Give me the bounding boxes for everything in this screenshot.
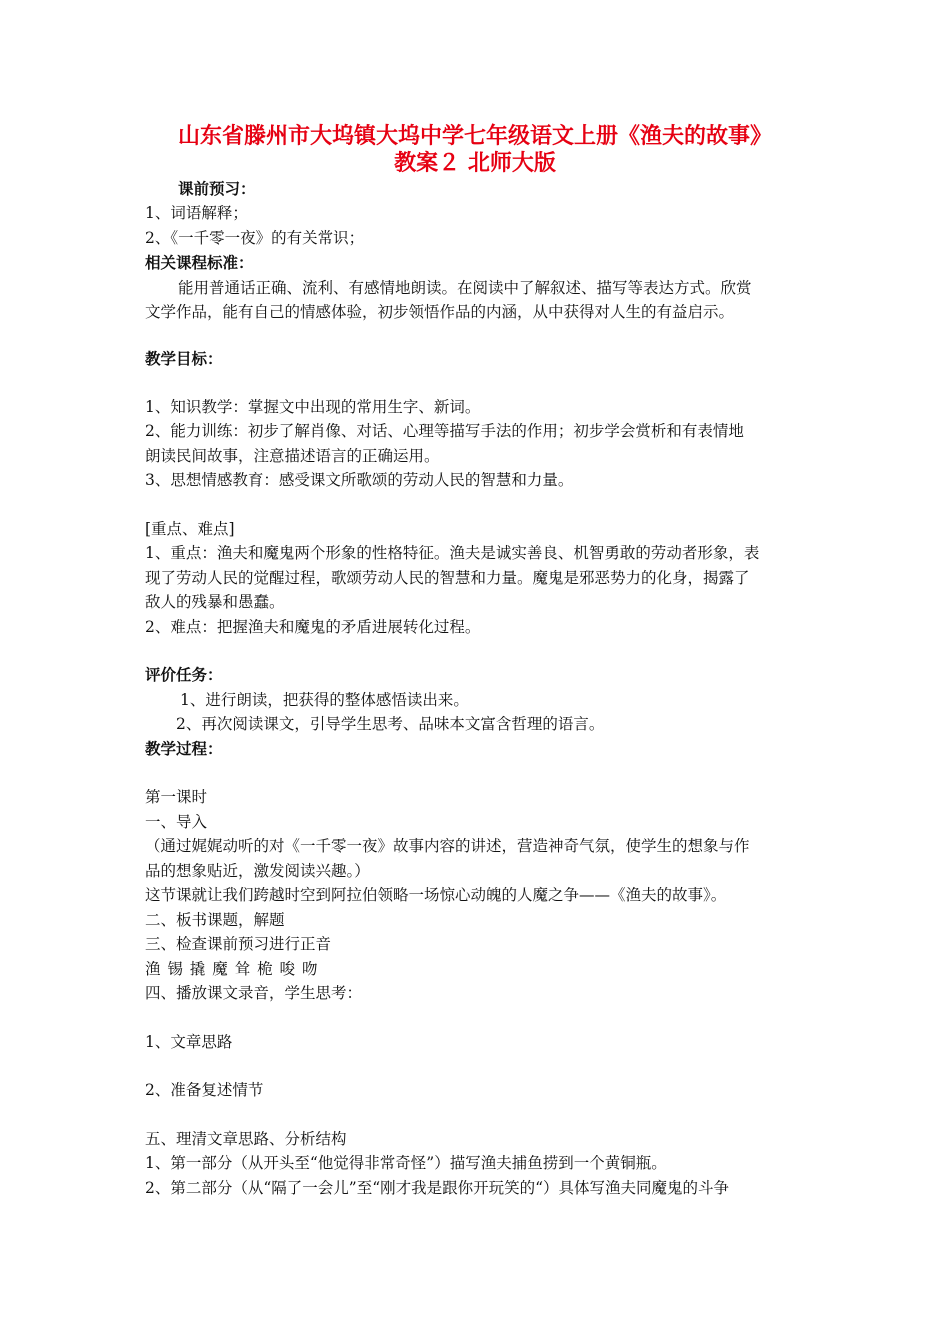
text-line: 四、播放课文录音，学生思考： <box>145 984 363 1002</box>
text-line: 一、导入 <box>145 813 208 831</box>
document-title-line-2: 教案２ 北师大版 <box>394 151 556 176</box>
text-line: 2、再次阅读课文，引导学生思考、品味本文富含哲理的语言。 <box>176 715 605 733</box>
text-line: 渔 锡 撬 魔 耸 桅 唆 吻 <box>145 960 318 978</box>
text-line: （通过娓娓动听的对《一千零一夜》故事内容的讲述，营造神奇气氛，使学生的想象与作 <box>145 837 750 855</box>
text-line: 2、能力训练：初步了解肖像、对话、心理等描写手法的作用；初步学会赏析和有表情地 <box>145 422 744 440</box>
heading-standards: 相关课程标准： <box>145 254 254 272</box>
heading-process: 教学过程： <box>145 740 223 758</box>
text-line: 1、词语解释； <box>145 204 248 222</box>
heading-objectives: 教学目标： <box>145 350 223 368</box>
text-line: 第一课时 <box>145 788 208 806</box>
text-line: 3、思想情感教育：感受课文所歌颂的劳动人民的智慧和力量。 <box>145 471 574 489</box>
text-line: 1、文章思路 <box>145 1033 233 1051</box>
text-line: 品的想象贴近，激发阅读兴趣。） <box>145 862 370 880</box>
text-line: 1、第一部分（从开头至“他觉得非常奇怪”）描写渔夫捕鱼捞到一个黄铜瓶。 <box>145 1154 667 1172</box>
text-line: 二、板书课题，解题 <box>145 911 285 929</box>
text-line: 这节课就让我们跨越时空到阿拉伯领略一场惊心动魄的人魔之争——《渔夫的故事》。 <box>145 886 727 904</box>
heading-evaluation: 评价任务： <box>145 666 223 684</box>
text-line: 敌人的残暴和愚蠢。 <box>145 593 285 611</box>
text-line: 朗读民间故事，注意描述语言的正确运用。 <box>145 447 440 465</box>
text-line: 1、进行朗读，把获得的整体感悟读出来。 <box>180 691 469 709</box>
text-line: 2、《一千零一夜》的有关常识； <box>145 229 365 247</box>
text-line: 2、难点：把握渔夫和魔鬼的矛盾进展转化过程。 <box>145 618 481 636</box>
text-line: 1、重点：渔夫和魔鬼两个形象的性格特征。渔夫是诚实善良、机智勇敢的劳动者形象，表 <box>145 544 760 562</box>
text-line: 三、检查课前预习进行正音 <box>145 935 332 953</box>
heading-preview: 课前预习： <box>178 180 256 198</box>
text-line: 1、知识教学：掌握文中出现的常用生字、新词。 <box>145 398 481 416</box>
text-line: 2、第二部分（从“隔了一会儿”至“刚才我是跟你开玩笑的“）具体写渔夫同魔鬼的斗争 <box>145 1179 730 1197</box>
text-line: 能用普通话正确、流利、有感情地朗读。在阅读中了解叙述、描写等表达方式。欣赏 <box>178 279 752 297</box>
document-title-line-1: 山东省滕州市大坞镇大坞中学七年级语文上册《渔夫的故事》 <box>177 124 772 149</box>
text-line: 文学作品，能有自己的情感体验，初步领悟作品的内涵，从中获得对人生的有益启示。 <box>145 303 735 321</box>
text-line: 五、理清文章思路、分析结构 <box>145 1130 347 1148</box>
text-line: 2、准备复述情节 <box>145 1081 264 1099</box>
text-line: 现了劳动人民的觉醒过程，歌颂劳动人民的智慧和力量。魔鬼是邪恶势力的化身，揭露了 <box>145 569 750 587</box>
section-key-points: [重点、难点] <box>145 520 235 538</box>
